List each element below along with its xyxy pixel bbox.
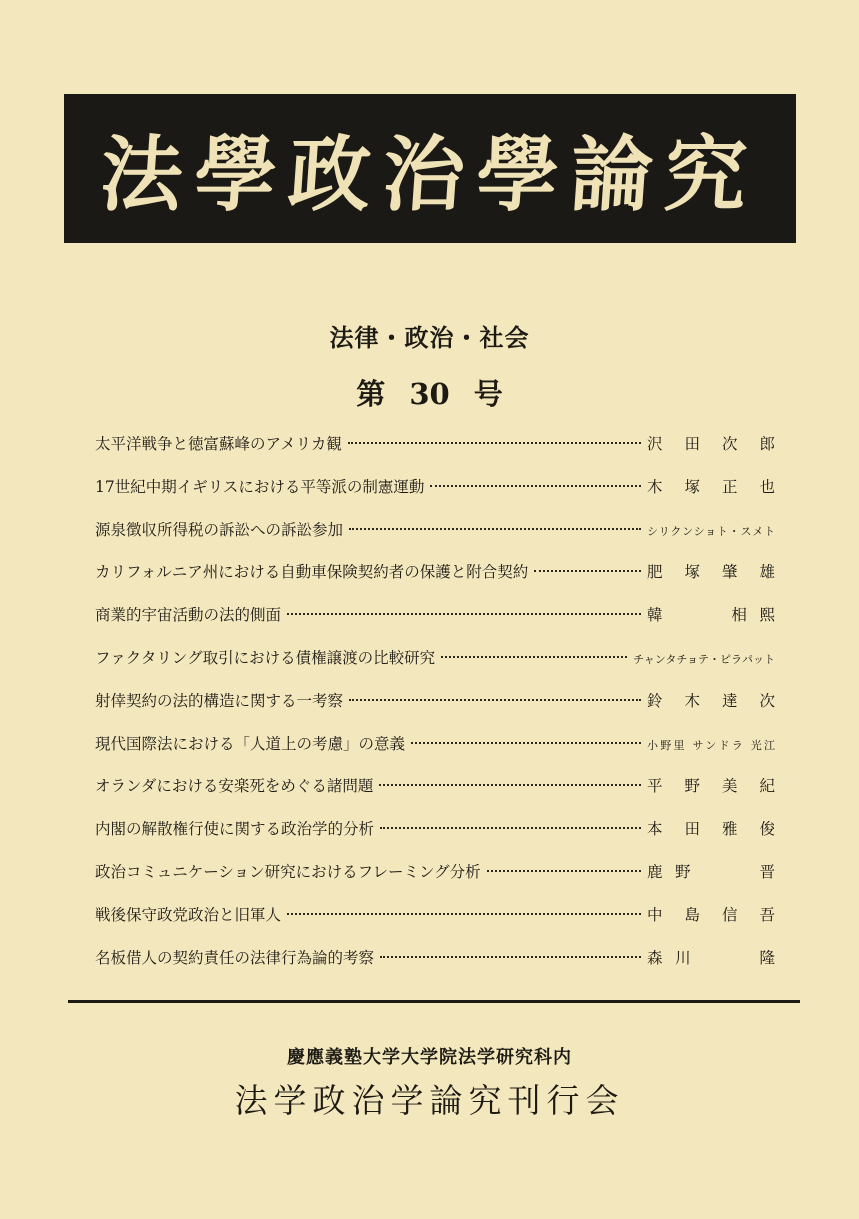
dot-leader [380,827,641,829]
toc-entry [95,860,775,903]
horizontal-divider [68,1000,800,1003]
toc-entry-author: 沢田次郎 [647,435,775,453]
dot-leader [348,442,641,444]
toc-entry-title: 戦後保守政党政治と旧軍人 [95,905,282,924]
toc-entry-author: チャンタチョテ・ピラパット [633,652,775,666]
toc-entry-author: 鈴木達次 [647,691,775,710]
dot-leader [430,485,641,487]
toc-entry-title: 名板借人の契約責任の法律行為論的考察 [95,948,375,967]
dot-leader [534,570,641,572]
toc-entry-title: 17世紀中期イギリスにおける平等派の制憲運動 [95,477,425,496]
toc-entry [95,817,775,860]
journal-title: 法學政治學論究 [97,127,762,223]
toc-entry-title: オランダにおける安楽死をめぐる諸問題 [95,777,374,796]
journal-subtitle: 法律・政治・社会 [329,323,530,352]
toc-entry [95,732,775,775]
toc-entry [95,903,775,946]
dot-leader [349,528,641,530]
toc-entry [95,518,775,561]
dot-leader [380,956,641,958]
table-of-contents [95,432,775,988]
toc-entry [95,475,775,518]
toc-entry-title: 源泉徴収所得税の訴訟への訴訟参加 [95,520,344,539]
toc-entry [95,560,775,603]
toc-entry-author: 本田雅俊 [647,820,775,839]
toc-entry-author: 肥塚肇雄 [647,563,775,582]
dot-leader [287,913,641,915]
toc-entry-author: 木塚正也 [647,477,775,496]
toc-entry [95,774,775,817]
issue-number: 第 30 号 [356,377,503,411]
toc-entry-author: 韓 相熙 [647,606,775,625]
toc-entry-title: ファクタリング取引における債権譲渡の比較研究 [95,648,436,667]
toc-entry-title: 射倖契約の法的構造に関する一考察 [95,691,344,710]
dot-leader [411,742,641,744]
toc-entry-title: 太平洋戦争と徳富蘇峰のアメリカ観 [95,435,342,453]
publisher-affiliation: 慶應義塾大学大学院法学研究科内 [287,1047,572,1068]
toc-entry [95,603,775,646]
toc-entry-title: 現代国際法における「人道上の考慮」の意義 [95,734,406,753]
publisher-name: 法学政治学論究刊行会 [234,1081,625,1120]
toc-entry [95,689,775,732]
toc-entry-title: 政治コミュニケーション研究におけるフレーミング分析 [95,862,481,881]
toc-entry-author: 平野美紀 [647,777,775,796]
toc-entry-author: シリクンショト・スメト [647,524,775,538]
toc-entry-author: 小野里 サンドラ 光江 [647,738,775,752]
dot-leader [487,870,641,872]
toc-entry-title: 商業的宇宙活動の法的側面 [95,606,282,625]
toc-entry [95,946,775,989]
toc-entry-author: 中島信吾 [647,905,775,924]
toc-entry [95,646,775,689]
toc-entry-author: 鹿野 晋 [647,862,775,881]
journal-title-banner [64,94,796,243]
dot-leader [441,656,627,658]
toc-entry-author: 森川 隆 [647,948,775,967]
toc-entry [95,432,775,475]
dot-leader [379,784,641,786]
dot-leader [287,613,641,615]
dot-leader [349,699,641,701]
toc-entry-title: カリフォルニア州における自動車保険契約者の保護と附合契約 [95,563,529,582]
toc-entry-title: 内閣の解散権行使に関する政治学的分析 [95,820,375,839]
